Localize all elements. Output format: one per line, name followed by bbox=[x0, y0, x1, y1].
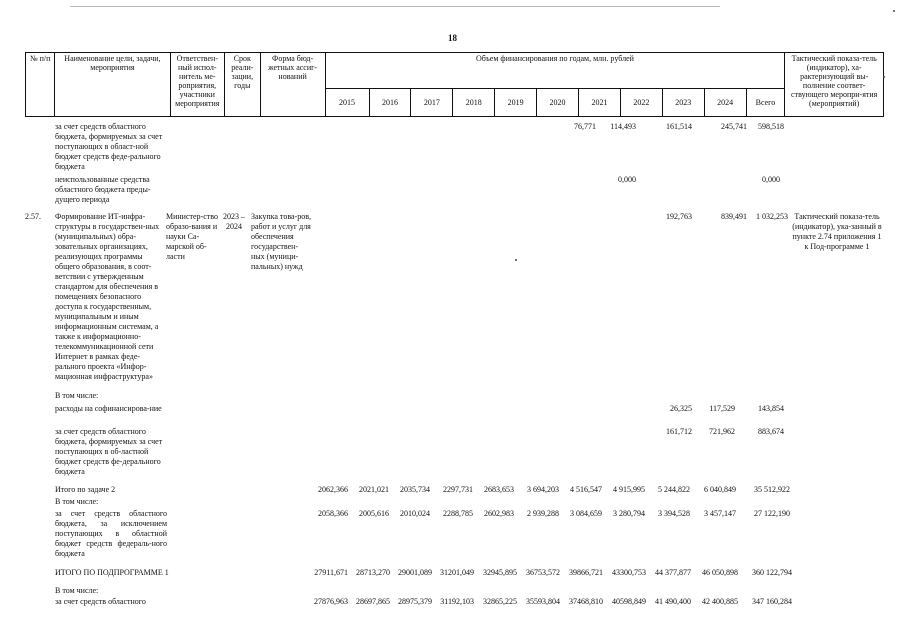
row-regional-sub-2021: 37468,810 bbox=[569, 597, 603, 606]
row-cofinancing-2023: 26,325 bbox=[670, 404, 692, 413]
table-header bbox=[25, 52, 884, 117]
row-subprogram-total-label: ИТОГО ПО ПОДПРОГРАММЕ 1 bbox=[55, 568, 169, 577]
header-col-term: Срок реали-зации, годы bbox=[225, 53, 261, 117]
row-subprogram-total-2016: 28713,270 bbox=[356, 568, 390, 577]
row-task2-total-2024: 6 040,849 bbox=[704, 485, 736, 494]
row-cofinancing-total: 143,854 bbox=[758, 404, 784, 413]
header-col-form: Форма бюд-жетных ассиг-нований bbox=[260, 53, 325, 117]
header-col-responsible: Ответствен-ный испол-нитель ме-роприятия, участники мероприятия bbox=[170, 53, 224, 117]
header-year-2021: 2021 bbox=[579, 89, 621, 117]
row-regional-total: 27 122,190 bbox=[754, 509, 790, 518]
row-regional-sub-2024: 42 400,885 bbox=[702, 597, 738, 606]
row-regional-2018: 2288,785 bbox=[443, 509, 473, 518]
row-2-57-indicator: Тактический показа-тель (индикатор), ука-занный в пункте 2.74 приложения 1 к Под-программе 1 bbox=[792, 212, 882, 251]
row-unused-funds-label: неиспользованные средства областного бюджета преды-дущего периода bbox=[55, 175, 151, 204]
row-subprogram-total-2017: 29001,089 bbox=[398, 568, 432, 577]
row-federal-funds-2024: 245,741 bbox=[721, 122, 747, 131]
row-regional-sub-2022: 40598,849 bbox=[612, 597, 646, 606]
row-cofinancing-label: расходы на софинансирова-ние bbox=[55, 404, 162, 413]
row-regional-sub-2023: 41 490,400 bbox=[655, 597, 691, 606]
row-including-label-3: В том числе: bbox=[55, 586, 99, 595]
row-regional-sub-2018: 31192,103 bbox=[440, 597, 474, 606]
row-regional-sub-2016: 28697,865 bbox=[356, 597, 390, 606]
header-year-2022: 2022 bbox=[620, 89, 662, 117]
row-regional-2021: 3 084,659 bbox=[570, 509, 602, 518]
row-federal-funds-2022: 114,493 bbox=[610, 122, 636, 131]
row-task2-total-label: Итого по задаче 2 bbox=[55, 485, 116, 494]
row-regional-sub-total: 347 160,284 bbox=[752, 597, 792, 606]
header-year-2016: 2016 bbox=[369, 89, 411, 117]
row-2-57-form: Закупка това-ров, работ и услуг для обеспечения государствен-ных (муници-пальных) нужд bbox=[251, 212, 311, 271]
row-task2-total-total: 35 512,922 bbox=[754, 485, 790, 494]
header-total: Всего bbox=[746, 89, 785, 117]
row-regional-2015: 2058,366 bbox=[318, 509, 348, 518]
header-year-2018: 2018 bbox=[453, 89, 495, 117]
row-regional-label: за счет средств областного бюджета, за исключением поступающих в областной бюджет средств федераль-ного бюджета bbox=[55, 509, 167, 558]
row-subprogram-total-2020: 36753,572 bbox=[526, 568, 560, 577]
row-unused-funds-2022: 0,000 bbox=[618, 175, 636, 184]
row-subprogram-total-2021: 39866,721 bbox=[569, 568, 603, 577]
header-year-2019: 2019 bbox=[495, 89, 537, 117]
row-federal-funds-total: 598,518 bbox=[758, 122, 784, 131]
page-number: 18 bbox=[448, 33, 457, 43]
row-regional-2019: 2602,983 bbox=[484, 509, 514, 518]
header-col-name: Наименование цели, задачи, мероприятия bbox=[55, 53, 170, 117]
row-task2-total-2021: 4 516,547 bbox=[570, 485, 602, 494]
row-federal-2-total: 883,674 bbox=[758, 427, 784, 436]
scan-speck bbox=[515, 259, 517, 261]
row-regional-sub-2019: 32865,225 bbox=[483, 597, 517, 606]
row-subprogram-total-2022: 43300,753 bbox=[612, 568, 646, 577]
row-regional-2024: 3 457,147 bbox=[704, 509, 736, 518]
row-federal-funds-label: за счет средств областного бюджета, формируемых за счет поступающих в област-ной бюджет средств феде-рального бюджета bbox=[55, 122, 163, 171]
header-year-2024: 2024 bbox=[704, 89, 746, 117]
row-cofinancing-2024: 117,529 bbox=[709, 404, 735, 413]
header-col-financing: Объем финансирования по годам, млн. рублей bbox=[325, 53, 785, 89]
row-task2-total-2020: 3 694,203 bbox=[527, 485, 559, 494]
row-2-57-term: 2023 – 2024 bbox=[223, 212, 245, 231]
row-task2-total-2022: 4 915,995 bbox=[613, 485, 645, 494]
row-regional-2020: 2 939,288 bbox=[527, 509, 559, 518]
row-subprogram-total-2023: 44 377,877 bbox=[655, 568, 691, 577]
row-subprogram-total-2019: 32945,895 bbox=[483, 568, 517, 577]
row-subprogram-total-2015: 27911,671 bbox=[314, 568, 348, 577]
row-subprogram-total-2018: 31201,049 bbox=[440, 568, 474, 577]
header-col-indicator: Тактический показа-тель (индикатор), ха-рактеризующий вы-полнение соответ-ствующего меропри-ятия (мероприятий) bbox=[785, 53, 884, 117]
row-2-57-2023: 192,763 bbox=[666, 212, 692, 221]
row-2-57-total: 1 032,253 bbox=[756, 212, 788, 221]
row-subprogram-total-total: 360 122,794 bbox=[752, 568, 792, 577]
row-unused-funds-total: 0,000 bbox=[762, 175, 780, 184]
row-federal-2-2024: 721,962 bbox=[709, 427, 735, 436]
row-federal-funds-2021: 76,771 bbox=[574, 122, 596, 131]
row-including-label-1: В том числе: bbox=[55, 391, 99, 400]
scan-speck bbox=[893, 10, 895, 12]
row-task2-total-2017: 2035,734 bbox=[400, 485, 430, 494]
row-task2-total-2015: 2062,366 bbox=[318, 485, 348, 494]
scan-speck bbox=[883, 76, 885, 78]
header-year-2020: 2020 bbox=[537, 89, 579, 117]
row-regional-sub-label: за счет средств областного bbox=[55, 597, 146, 606]
header-col-no: № п/п bbox=[26, 53, 55, 117]
row-regional-sub-2017: 28975,379 bbox=[398, 597, 432, 606]
row-including-label-2: В том числе: bbox=[55, 497, 99, 506]
row-regional-2022: 3 280,794 bbox=[613, 509, 645, 518]
row-task2-total-2023: 5 244,822 bbox=[658, 485, 690, 494]
row-federal-2-label: за счет средств областного бюджета, формируемых за счет поступающих в об-ластной бюджет средств фе-дерального бюджета bbox=[55, 427, 163, 476]
row-task2-total-2016: 2021,021 bbox=[359, 485, 389, 494]
row-2-57-number: 2.57. bbox=[25, 212, 41, 221]
row-federal-2-2023: 161,712 bbox=[666, 427, 692, 436]
header-year-2023: 2023 bbox=[662, 89, 704, 117]
row-regional-2017: 2010,024 bbox=[400, 509, 430, 518]
row-subprogram-total-2024: 46 050,898 bbox=[702, 568, 738, 577]
row-2-57-2024: 839,491 bbox=[721, 212, 747, 221]
row-2-57-responsible: Министер-ство образо-вания и науки Са-марской об-ласти bbox=[166, 212, 218, 261]
top-border-line bbox=[70, 6, 720, 7]
header-year-2017: 2017 bbox=[411, 89, 453, 117]
row-federal-funds-2023: 161,514 bbox=[666, 122, 692, 131]
header-year-2015: 2015 bbox=[325, 89, 369, 117]
row-2-57-label: Формирование ИТ-инфра-структуры в государствен-ных (муниципальных) обра-зовательных организациях, реализующих программы общего образования, в соот-ветствии с утвержденным стандартом для обеспечения в помещениях безопасного доступа к государственным, муниципальным и иным информационным системам, а также к информационно-телекоммуникационной сети Интернет в рамках феде-рального проекта «Инфор-мационная инфраструктура» bbox=[55, 212, 160, 381]
row-regional-sub-2015: 27876,963 bbox=[314, 597, 348, 606]
row-task2-total-2019: 2683,653 bbox=[484, 485, 514, 494]
row-regional-sub-2020: 35593,804 bbox=[526, 597, 560, 606]
row-task2-total-2018: 2297,731 bbox=[443, 485, 473, 494]
row-regional-2023: 3 394,528 bbox=[658, 509, 690, 518]
row-regional-2016: 2005,616 bbox=[359, 509, 389, 518]
